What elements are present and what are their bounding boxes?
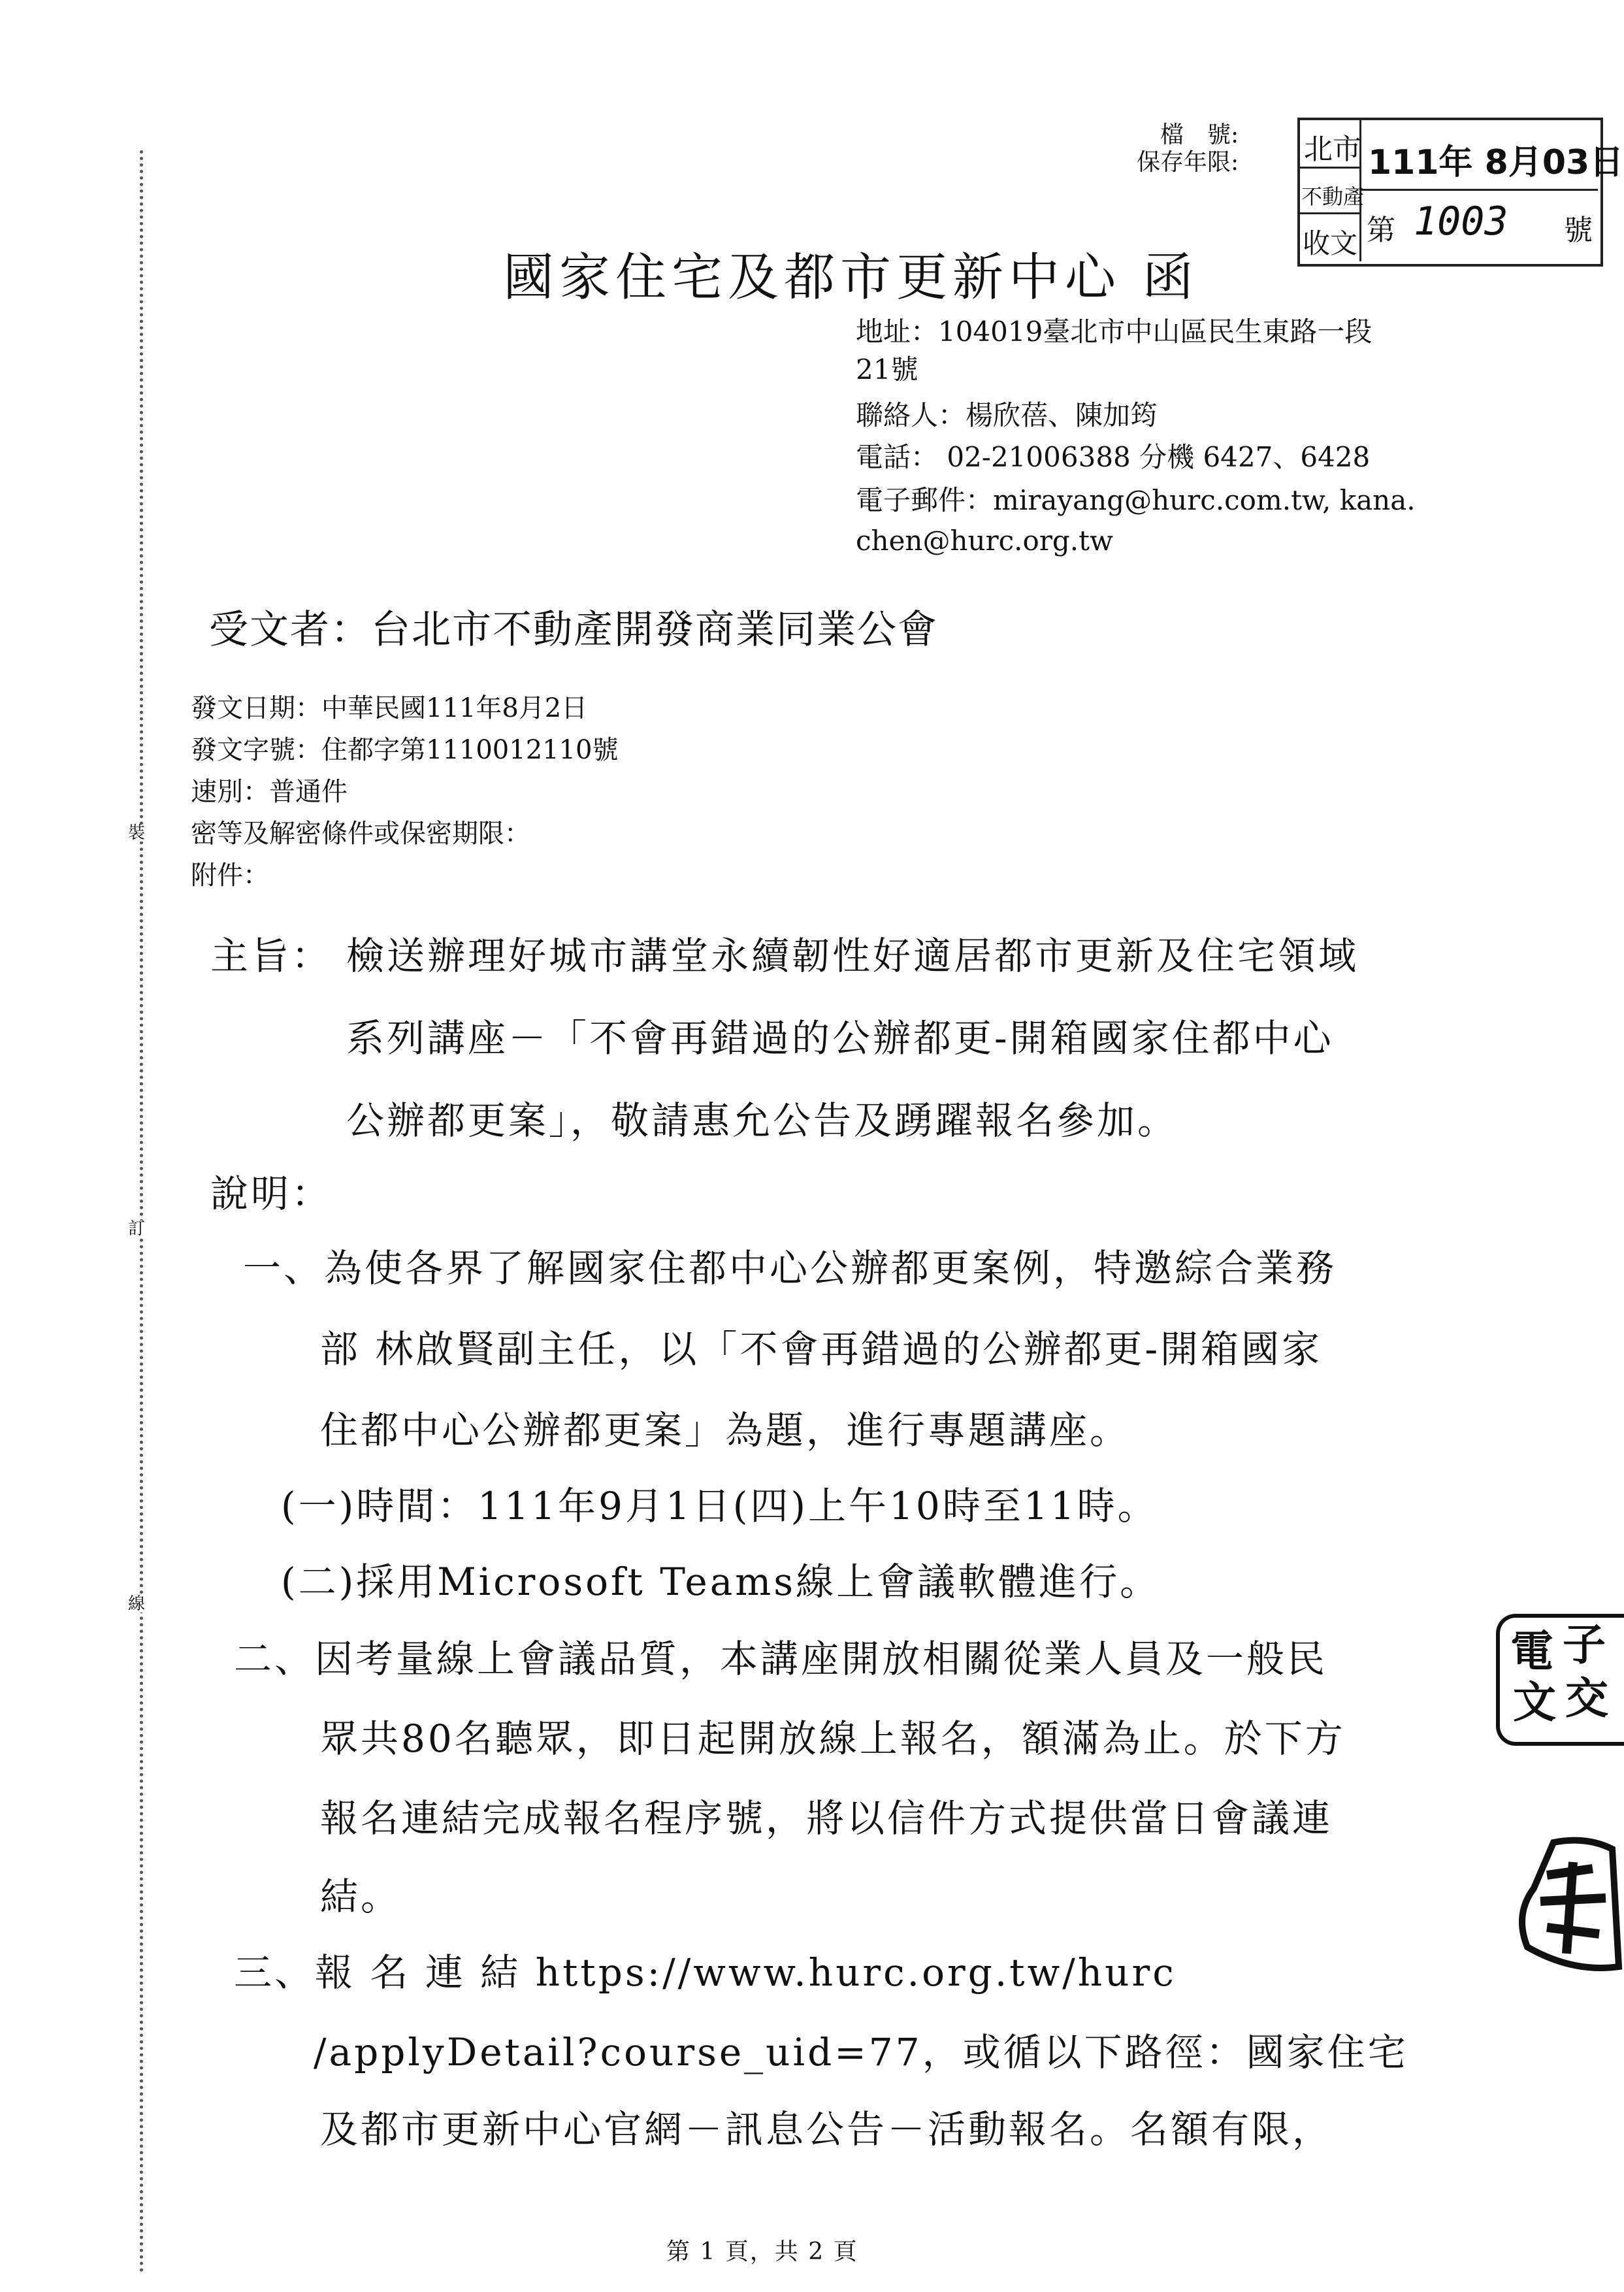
document-title: 國家住宅及都市更新中心 函 — [503, 248, 1199, 307]
stamp-date: 111年 8月03日 — [1368, 143, 1624, 182]
seal-char-4: 交 — [1565, 1673, 1608, 1724]
item-2-line-4: 結。 — [320, 1875, 402, 1919]
attachments: 附件： — [191, 860, 269, 891]
page-number-footer: 第 1 頁，共 2 頁 — [666, 2238, 858, 2265]
recipient: 受文者：台北市不動產開發商業同業公會 — [209, 607, 938, 653]
archive-fields — [1137, 122, 1239, 176]
item-1-line-3: 住都中心公辦都更案」為題，進行專題講座。 — [320, 1408, 1131, 1452]
item-3-line-3: 及都市更新中心官網－訊息公告－活動報名。名額有限， — [320, 2107, 1333, 2152]
item-3-line-1: 三、報 名 連 結 https://www.hurc.org.tw/hurc — [234, 1950, 1177, 1995]
security-level: 密等及解密條件或保密期限： — [191, 819, 530, 849]
subject-line-1: 檢送辦理好城市講堂永續韌性好適居都市更新及住宅領域 — [346, 934, 1359, 978]
seal-char-1: 電 — [1510, 1626, 1553, 1677]
email-line-2: chen@hurc.org.tw — [856, 525, 1113, 557]
file-number-label: 檔 號: — [1160, 122, 1239, 148]
receipt-stamp — [1297, 118, 1624, 267]
address-line-2: 21號 — [856, 353, 918, 385]
stamp-org: 北市 — [1304, 133, 1361, 166]
item-1-sub-1: (一)時間：111年9月1日(四)上午10時至11時。 — [281, 1484, 1158, 1528]
item-2-line-1: 二、因考量線上會議品質，本講座開放相關從業人員及一般民 — [234, 1637, 1328, 1681]
margin-mark-staple: 訂 — [128, 1219, 146, 1239]
stamp-dept: 不動產 — [1301, 184, 1365, 209]
item-3-line-2[interactable]: /applyDetail?course_uid=77，或循以下路徑：國家住宅 — [314, 2030, 1408, 2074]
margin-mark-bind: 裝 — [128, 823, 146, 843]
explanation-label: 說明： — [210, 1171, 333, 1216]
item-1-sub-2: (二)採用Microsoft Teams線上會議軟體進行。 — [281, 1560, 1161, 1604]
document-number: 發文字號：住都字第1110012110號 — [191, 735, 619, 765]
delivery-speed: 速別：普通件 — [191, 777, 348, 807]
seal-fragment-icon — [1514, 1836, 1620, 1973]
phone: 電話： 02-21006388 分機 6427、6428 — [856, 441, 1371, 473]
issue-date: 發文日期：中華民國111年8月2日 — [191, 693, 588, 723]
item-1-line-1: 一、為使各界了解國家住都中心公辦都更案例，特邀綜合業務 — [243, 1246, 1337, 1290]
item-2-line-2: 眾共80名聽眾，即日起開放線上報名，額滿為止。於下方 — [320, 1716, 1346, 1761]
margin-mark-line: 線 — [128, 1594, 146, 1614]
item-1-line-2: 部 林啟賢副主任，以「不會再錯過的公辦都更-開箱國家 — [320, 1327, 1323, 1371]
retention-period-label: 保存年限: — [1137, 149, 1239, 176]
subject-label: 主旨： — [210, 934, 333, 978]
email-line-1: 電子郵件：mirayang@hurc.com.tw, kana. — [856, 484, 1416, 516]
subject-line-2: 系列講座－「不會再錯過的公辦都更-開箱國家住都中心 — [346, 1016, 1334, 1060]
seal-char-3: 文 — [1513, 1677, 1556, 1727]
binding-margin-line — [140, 150, 143, 2274]
seal-char-2: 子 — [1563, 1619, 1606, 1670]
electronic-exchange-seal — [1496, 1614, 1624, 1746]
stamp-number-prefix: 第 — [1367, 214, 1395, 247]
item-2-line-3: 報名連結完成報名程序號，將以信件方式提供當日會議連 — [320, 1796, 1333, 1841]
subject-line-3: 公辦都更案」，敬請惠允公告及踴躍報名參加。 — [346, 1098, 1178, 1143]
stamp-number-suffix: 號 — [1564, 214, 1593, 247]
contact-person: 聯絡人：楊欣蓓、陳加筠 — [856, 399, 1158, 431]
stamp-received-label: 收文 — [1303, 227, 1358, 259]
stamp-number-handwritten: 1003 — [1414, 199, 1508, 244]
address-line-1: 地址：104019臺北市中山區民生東路一段 — [856, 316, 1372, 348]
